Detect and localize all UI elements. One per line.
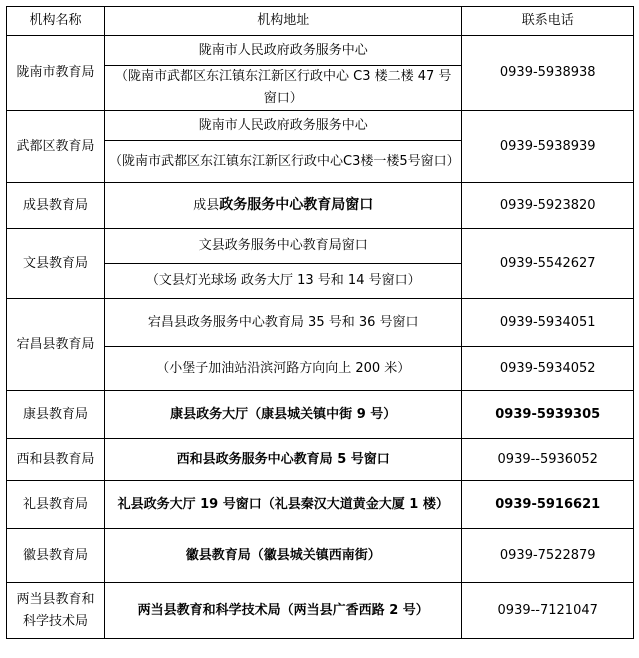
table-row (7, 229, 634, 264)
institution-phone: 0939-5542627 (462, 229, 634, 299)
table-row (7, 481, 634, 529)
institution-name: 徽县教育局 (7, 529, 105, 583)
institution-phone: 0939--5936052 (462, 439, 634, 481)
institution-address: 文县政务服务中心教育局窗口 (105, 229, 462, 264)
institution-address-detail: （小堡子加油站沿滨河路方向向上 200 米） (105, 347, 462, 391)
institution-address-detail: （陇南市武都区东江镇东江新区行政中心 C3 楼二楼 47 号窗口） (105, 66, 462, 111)
institution-name: 成县教育局 (7, 183, 105, 229)
institution-phone: 0939-5938938 (462, 36, 634, 111)
institution-name: 两当县教育和科学技术局 (7, 583, 105, 639)
address-bold: 政务服务中心教育局窗口 (219, 197, 374, 213)
table-row (7, 529, 634, 583)
institution-name: 西和县教育局 (7, 439, 105, 481)
table-row (7, 111, 634, 141)
institution-address: 康县政务大厅（康县城关镇中街 9 号） (105, 391, 462, 439)
institution-address: 两当县教育和科学技术局（两当县广香西路 2 号） (105, 583, 462, 639)
header-row (7, 7, 634, 36)
institution-address: 礼县政务大厅 19 号窗口（礼县秦汉大道黄金大厦 1 楼） (105, 481, 462, 529)
institution-address (105, 183, 462, 229)
institution-phone: 0939-7522879 (462, 529, 634, 583)
address-prefix: 成县 (193, 198, 220, 213)
institution-phone: 0939-5934052 (462, 347, 634, 391)
table-row (7, 439, 634, 481)
institution-table (6, 6, 634, 639)
institution-phone: 0939-5938939 (462, 111, 634, 183)
institution-phone: 0939-5916621 (462, 481, 634, 529)
table-row (7, 183, 634, 229)
table-row (7, 583, 634, 639)
institution-phone: 0939-5923820 (462, 183, 634, 229)
institution-address-detail: （文县灯光球场 政务大厅 13 号和 14 号窗口） (105, 264, 462, 299)
institution-phone: 0939--7121047 (462, 583, 634, 639)
header-name: 机构名称 (7, 7, 105, 36)
header-phone: 联系电话 (462, 7, 634, 36)
header-address: 机构地址 (105, 7, 462, 36)
institution-name: 宕昌县教育局 (7, 299, 105, 391)
institution-name: 文县教育局 (7, 229, 105, 299)
table-row (7, 36, 634, 66)
table-row (7, 391, 634, 439)
institution-address: 宕昌县政务服务中心教育局 35 号和 36 号窗口 (105, 299, 462, 347)
institution-phone: 0939-5939305 (462, 391, 634, 439)
institution-name: 康县教育局 (7, 391, 105, 439)
institution-address: 西和县政务服务中心教育局 5 号窗口 (105, 439, 462, 481)
table-row (7, 299, 634, 347)
institution-address: 陇南市人民政府政务服务中心 (105, 36, 462, 66)
institution-address: 徽县教育局（徽县城关镇西南街） (105, 529, 462, 583)
institution-name: 武都区教育局 (7, 111, 105, 183)
institution-address-detail: （陇南市武都区东江镇东江新区行政中心C3楼一楼5号窗口） (105, 141, 462, 183)
institution-phone: 0939-5934051 (462, 299, 634, 347)
institution-name: 陇南市教育局 (7, 36, 105, 111)
institution-address: 陇南市人民政府政务服务中心 (105, 111, 462, 141)
institution-name: 礼县教育局 (7, 481, 105, 529)
